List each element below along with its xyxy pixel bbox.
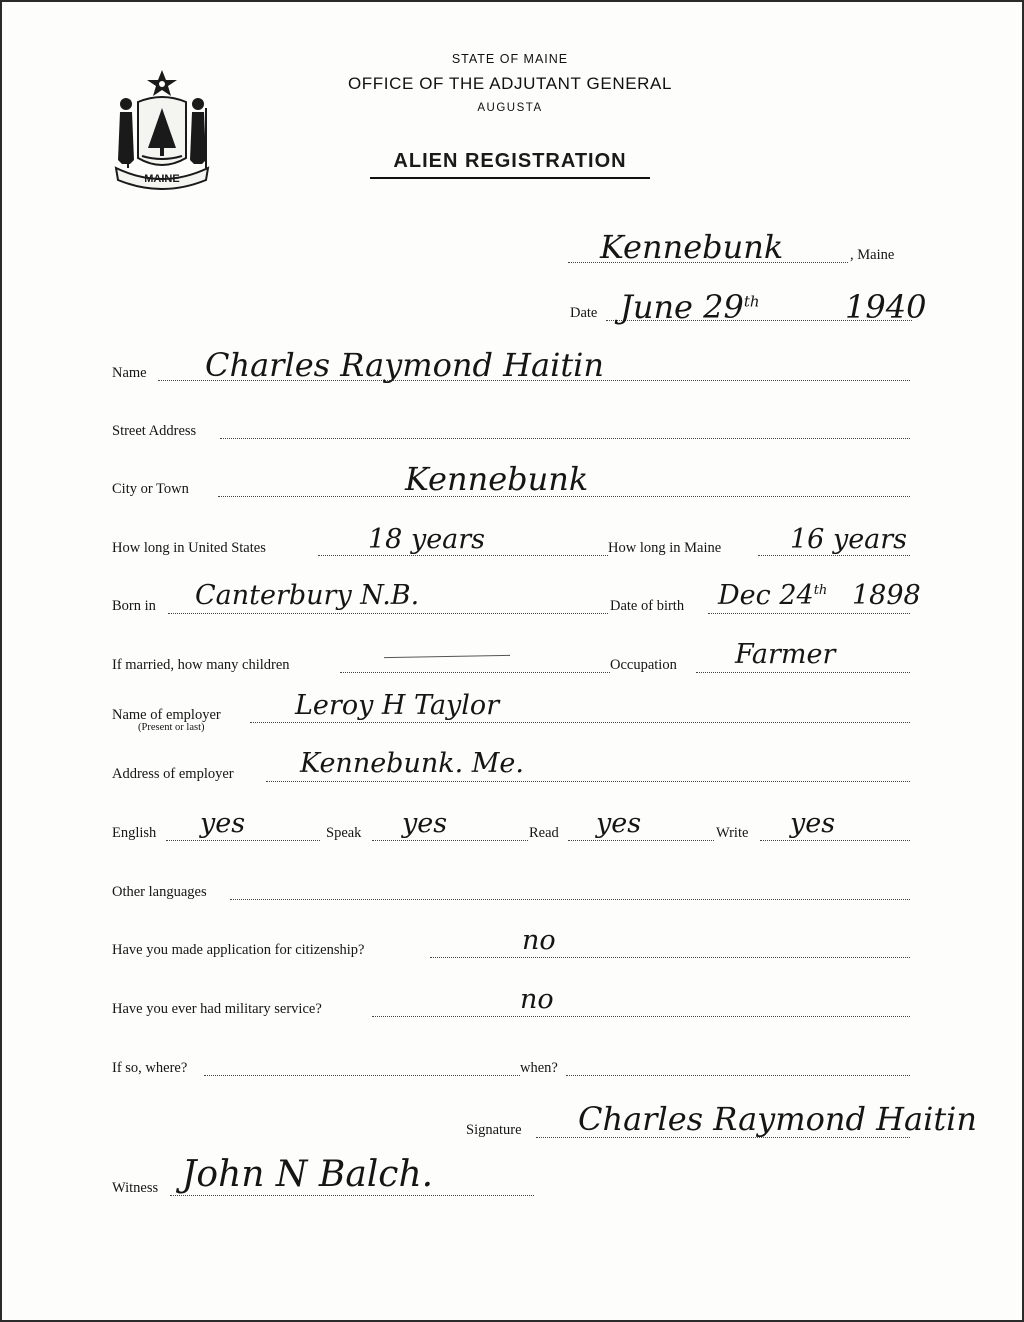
dob-suffix: th xyxy=(813,583,828,598)
maine-seal-icon xyxy=(108,68,216,190)
name-label: Name xyxy=(112,365,147,381)
witness-line xyxy=(170,1195,534,1196)
read-value: yes xyxy=(596,808,642,839)
employer-name-value: Leroy H Taylor xyxy=(295,690,500,721)
city-value: Kennebunk xyxy=(405,460,589,498)
how-long-us-value: 18 years xyxy=(368,524,486,555)
english-value: yes xyxy=(200,808,246,839)
date-day: June 29 xyxy=(620,288,744,326)
dob-line xyxy=(708,613,910,614)
street-line xyxy=(220,438,910,439)
military-value: no xyxy=(520,984,554,1015)
speak-label: Speak xyxy=(326,825,362,841)
military-line xyxy=(372,1016,910,1017)
citizenship-label: Have you made application for citizenship? xyxy=(112,942,365,958)
witness-value: John N Balch. xyxy=(182,1154,434,1195)
name-value: Charles Raymond Haitin xyxy=(205,346,605,384)
other-languages-label: Other languages xyxy=(112,884,207,900)
write-line xyxy=(760,840,910,841)
signature-value: Charles Raymond Haitin xyxy=(578,1100,978,1138)
seal-text: MAINE xyxy=(144,173,180,185)
dob-year: 1898 xyxy=(852,580,921,611)
dob-value xyxy=(718,580,827,611)
other-languages-line xyxy=(230,899,910,900)
employer-address-value: Kennebunk. Me. xyxy=(300,748,524,779)
office-heading: OFFICE OF THE ADJUTANT GENERAL xyxy=(347,74,673,93)
occupation-line xyxy=(696,672,910,673)
city-label: City or Town xyxy=(112,481,189,497)
write-value: yes xyxy=(790,808,836,839)
employer-address-line xyxy=(266,781,910,782)
how-long-us-line xyxy=(318,555,608,556)
date-suffix: th xyxy=(743,292,760,311)
speak-value: yes xyxy=(402,808,448,839)
city-heading: AUGUSTA xyxy=(477,102,543,114)
date-label: Date xyxy=(570,305,598,321)
witness-label: Witness xyxy=(112,1180,159,1196)
where-line xyxy=(204,1075,520,1076)
born-in-line xyxy=(168,613,608,614)
citizenship-line xyxy=(430,957,910,958)
how-long-maine-line xyxy=(758,555,910,556)
read-label: Read xyxy=(529,825,559,841)
english-label: English xyxy=(112,825,157,841)
read-line xyxy=(568,840,714,841)
how-long-maine-label: How long in Maine xyxy=(608,540,722,556)
married-children-dash xyxy=(384,655,510,658)
when-label: when? xyxy=(520,1060,558,1076)
born-in-label: Born in xyxy=(112,598,156,614)
write-label: Write xyxy=(716,825,749,841)
signature-label: Signature xyxy=(466,1122,522,1138)
employer-address-label: Address of employer xyxy=(112,766,234,782)
employer-name-note: (Present or last) xyxy=(138,722,205,733)
english-line xyxy=(166,840,320,841)
state-heading: STATE OF MAINE xyxy=(451,52,569,66)
speak-line xyxy=(372,840,528,841)
born-in-value: Canterbury N.B. xyxy=(195,580,420,611)
maine-label: , Maine xyxy=(850,247,895,263)
married-children-label: If married, how many children xyxy=(112,657,290,673)
military-label: Have you ever had military service? xyxy=(112,1001,322,1017)
married-children-line xyxy=(340,672,610,673)
town-value: Kennebunk xyxy=(600,228,784,266)
date-year: 1940 xyxy=(845,288,927,326)
occupation-value: Farmer xyxy=(735,639,836,670)
date-value xyxy=(620,288,760,326)
how-long-us-label: How long in United States xyxy=(112,540,266,556)
how-long-maine-value: 16 years xyxy=(790,524,908,555)
citizenship-value: no xyxy=(522,925,556,956)
dob-label: Date of birth xyxy=(610,598,685,614)
occupation-label: Occupation xyxy=(610,657,677,673)
when-line xyxy=(566,1075,910,1076)
dob-day: Dec 24 xyxy=(718,580,814,611)
where-label: If so, where? xyxy=(112,1060,188,1076)
employer-name-label: Name of employer xyxy=(112,707,221,723)
employer-name-line xyxy=(250,722,910,723)
street-label: Street Address xyxy=(112,423,197,439)
form-title: ALIEN REGISTRATION xyxy=(370,150,650,179)
